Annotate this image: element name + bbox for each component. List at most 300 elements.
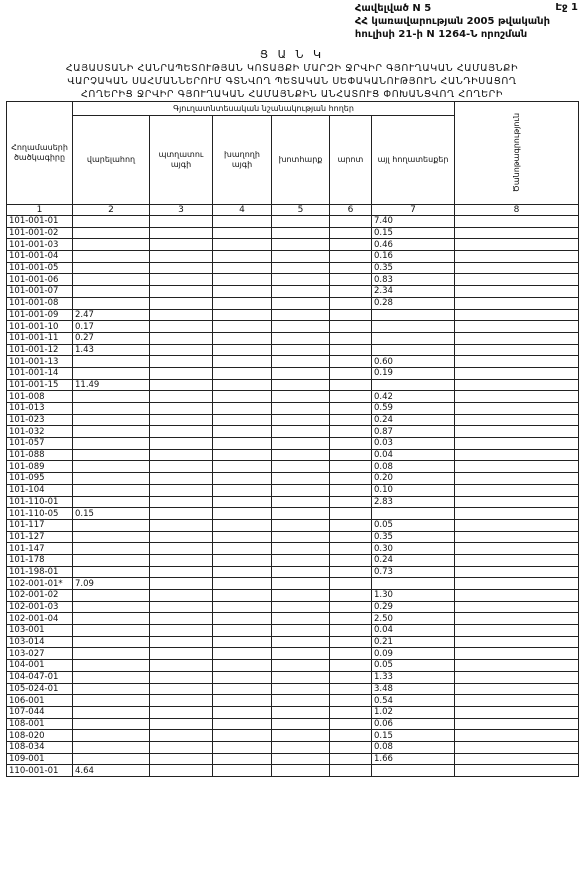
table-row [7,274,579,286]
vineyard-cell [213,484,272,496]
table-row [7,648,579,660]
arable-area-cell [73,566,150,578]
table-row [7,613,579,625]
pasture-cell [330,590,372,602]
table-row [7,379,579,391]
vineyard-cell [213,332,272,344]
parcel-code-cell: 103-014 [7,636,73,648]
orchard-cell [150,449,213,461]
column-number: 5 [272,205,330,216]
orchard-cell [150,321,213,333]
orchard-cell [150,566,213,578]
orchard-cell [150,519,213,531]
pasture-cell [330,566,372,578]
orchard-cell [150,636,213,648]
other-land-area-cell: 1.66 [372,753,455,765]
vineyard-cell [213,309,272,321]
other-land-area-cell: 0.09 [372,648,455,660]
hayfield-cell [272,519,330,531]
orchard-cell [150,660,213,672]
hayfield-cell [272,321,330,333]
parcel-code-cell: 110-001-01 [7,765,73,777]
vineyard-cell [213,730,272,742]
arable-area-cell [73,286,150,298]
vineyard-cell [213,671,272,683]
table-row [7,484,579,496]
vineyard-cell [213,543,272,555]
orchard-cell [150,543,213,555]
notes-cell [455,601,579,613]
pasture-cell [330,554,372,566]
hayfield-cell [272,239,330,251]
table-row [7,706,579,718]
parcel-code-cell: 103-001 [7,625,73,637]
arable-area-cell [73,613,150,625]
arable-area-cell: 7.09 [73,578,150,590]
table-row [7,356,579,368]
annex-number: Հավելված N 5 [354,3,432,14]
notes-cell [455,297,579,309]
vineyard-cell [213,426,272,438]
notes-cell [455,660,579,672]
notes-cell [455,484,579,496]
orchard-cell [150,356,213,368]
hayfield-cell [272,379,330,391]
hayfield-cell [272,473,330,485]
vineyard-cell [213,367,272,379]
other-land-area-cell: 1.30 [372,590,455,602]
table-body [7,216,579,777]
pasture-cell [330,461,372,473]
table-row [7,730,579,742]
hayfield-cell [272,274,330,286]
parcel-code-cell: 104-001 [7,660,73,672]
other-land-area-cell: 0.30 [372,543,455,555]
parcel-code-cell: 101-117 [7,519,73,531]
pasture-cell [330,531,372,543]
orchard-cell [150,508,213,520]
other-land-area-cell: 0.42 [372,391,455,403]
header-vineyard: խաղողի այգի [213,116,272,205]
parcel-code-cell: 101-001-09 [7,309,73,321]
hayfield-cell [272,449,330,461]
vineyard-cell [213,496,272,508]
notes-cell [455,496,579,508]
other-land-area-cell: 0.24 [372,414,455,426]
page-number: Էջ 1 [555,2,578,13]
arable-area-cell [73,227,150,239]
other-land-area-cell: 0.73 [372,566,455,578]
vineyard-cell [213,683,272,695]
pasture-cell [330,648,372,660]
arable-area-cell [73,519,150,531]
parcel-code-cell: 101-001-10 [7,321,73,333]
vineyard-cell [213,461,272,473]
pasture-cell [330,414,372,426]
table-row [7,531,579,543]
parcel-code-cell: 101-001-02 [7,227,73,239]
orchard-cell [150,554,213,566]
orchard-cell [150,309,213,321]
vineyard-cell [213,239,272,251]
pasture-cell [330,344,372,356]
arable-area-cell [73,543,150,555]
notes-cell [455,274,579,286]
annex-date-line: հուլիսի 21-ի N 1264-Ն որոշման [354,29,528,40]
arable-area-cell [73,449,150,461]
arable-area-cell: 0.17 [73,321,150,333]
parcel-code-cell: 101-001-12 [7,344,73,356]
notes-cell [455,367,579,379]
hayfield-cell [272,601,330,613]
orchard-cell [150,496,213,508]
vineyard-cell [213,262,272,274]
vineyard-cell [213,403,272,415]
orchard-cell [150,765,213,777]
arable-area-cell [73,554,150,566]
table-row [7,601,579,613]
column-number: 4 [213,205,272,216]
arable-area-cell [73,403,150,415]
orchard-cell [150,613,213,625]
hayfield-cell [272,286,330,298]
hayfield-cell [272,636,330,648]
pasture-cell [330,519,372,531]
pasture-cell [330,671,372,683]
parcel-code-cell: 101-198-01 [7,566,73,578]
orchard-cell [150,391,213,403]
table-row [7,309,579,321]
vineyard-cell [213,508,272,520]
table-row [7,625,579,637]
parcel-code-cell: 101-001-13 [7,356,73,368]
subtitle-line-3: ՀՈՂԵՐԻՑ ՋՐՎԻՐ ԳՅՈՒՂԱԿԱՆ ՀԱՄԱՅՆՔԻՆ ԱՆՀԱՏՈՒՑ ՓՈԽԱՆՑՎՈՂ ՀՈՂԵՐԻ [81,89,503,100]
hayfield-cell [272,262,330,274]
vineyard-cell [213,695,272,707]
other-land-area-cell: 0.04 [372,449,455,461]
table-row [7,414,579,426]
arable-area-cell [73,262,150,274]
table-row [7,566,579,578]
table-row [7,590,579,602]
other-land-area-cell: 3.48 [372,683,455,695]
other-land-area-cell: 2.50 [372,613,455,625]
vineyard-cell [213,356,272,368]
vineyard-cell [213,379,272,391]
hayfield-cell [272,461,330,473]
pasture-cell [330,636,372,648]
arable-area-cell: 2.47 [73,309,150,321]
arable-area-cell [73,718,150,730]
parcel-code-cell: 101-001-07 [7,286,73,298]
other-land-area-cell: 0.08 [372,741,455,753]
pasture-cell [330,391,372,403]
notes-cell [455,344,579,356]
vineyard-cell [213,718,272,730]
other-land-area-cell: 0.46 [372,239,455,251]
header-pasture: արոտ [330,116,372,205]
vineyard-cell [213,321,272,333]
other-land-area-cell: 0.08 [372,461,455,473]
vineyard-cell [213,414,272,426]
notes-cell [455,636,579,648]
hayfield-cell [272,706,330,718]
pasture-cell [330,379,372,391]
vineyard-cell [213,286,272,298]
arable-area-cell: 0.27 [73,332,150,344]
orchard-cell [150,484,213,496]
orchard-cell [150,461,213,473]
other-land-area-cell: 0.20 [372,473,455,485]
parcel-code-cell: 101-147 [7,543,73,555]
hayfield-cell [272,648,330,660]
parcel-code-cell: 101-001-06 [7,274,73,286]
pasture-cell [330,227,372,239]
other-land-area-cell: 0.04 [372,625,455,637]
arable-area-cell: 4.64 [73,765,150,777]
table-row [7,332,579,344]
other-land-area-cell: 0.60 [372,356,455,368]
hayfield-cell [272,578,330,590]
orchard-cell [150,625,213,637]
pasture-cell [330,683,372,695]
pasture-cell [330,309,372,321]
vineyard-cell [213,531,272,543]
header-orchard: պտղատու այգի [150,116,213,205]
pasture-cell [330,765,372,777]
other-land-area-cell: 0.28 [372,297,455,309]
parcel-code-cell: 104-047-01 [7,671,73,683]
notes-cell [455,554,579,566]
table-row [7,671,579,683]
arable-area-cell [73,426,150,438]
parcel-code-cell: 108-034 [7,741,73,753]
vineyard-cell [213,660,272,672]
column-number: 7 [372,205,455,216]
orchard-cell [150,227,213,239]
hayfield-cell [272,566,330,578]
notes-cell [455,449,579,461]
table-row [7,519,579,531]
column-number: 8 [455,205,579,216]
vineyard-cell [213,706,272,718]
other-land-area-cell [372,344,455,356]
hayfield-cell [272,671,330,683]
pasture-cell [330,426,372,438]
hayfield-cell [272,216,330,228]
parcel-code-cell: 101-095 [7,473,73,485]
pasture-cell [330,601,372,613]
table-row [7,344,579,356]
table-row [7,473,579,485]
vineyard-cell [213,391,272,403]
table-row [7,391,579,403]
notes-cell [455,683,579,695]
hayfield-cell [272,625,330,637]
parcel-code-cell: 102-001-03 [7,601,73,613]
other-land-area-cell: 0.06 [372,718,455,730]
hayfield-cell [272,508,330,520]
parcel-code-cell: 101-127 [7,531,73,543]
arable-area-cell: 0.15 [73,508,150,520]
table-row [7,496,579,508]
hayfield-cell [272,484,330,496]
arable-area-cell [73,473,150,485]
arable-area-cell [73,367,150,379]
pasture-cell [330,449,372,461]
parcel-code-cell: 102-001-01* [7,578,73,590]
orchard-cell [150,251,213,263]
notes-cell [455,216,579,228]
table-row [7,367,579,379]
other-land-area-cell [372,309,455,321]
vineyard-cell [213,227,272,239]
parcel-code-cell: 108-001 [7,718,73,730]
notes-cell [455,671,579,683]
parcel-code-cell: 101-023 [7,414,73,426]
arable-area-cell [73,414,150,426]
orchard-cell [150,601,213,613]
arable-area-cell [73,601,150,613]
other-land-area-cell [372,332,455,344]
table-row [7,262,579,274]
pasture-cell [330,484,372,496]
notes-cell [455,414,579,426]
notes-cell [455,741,579,753]
notes-cell [455,426,579,438]
hayfield-cell [272,554,330,566]
pasture-cell [330,730,372,742]
notes-cell [455,625,579,637]
pasture-cell [330,695,372,707]
arable-area-cell [73,660,150,672]
pasture-cell [330,403,372,415]
other-land-area-cell [372,765,455,777]
parcel-code-cell: 101-001-01 [7,216,73,228]
other-land-area-cell [372,321,455,333]
arable-area-cell [73,251,150,263]
notes-cell [455,543,579,555]
pasture-cell [330,216,372,228]
orchard-cell [150,473,213,485]
pasture-cell [330,613,372,625]
subtitle-line-1: ՀԱՅԱՍՏԱՆԻ ՀԱՆՐԱՊԵՏՈՒԹՅԱՆ ԿՈՏԱՅՔԻ ՄԱՐԶԻ ՋՐՎԻՐ ԳՅՈՒՂԱԿԱՆ ՀԱՄԱՅՆՔԻ [65,63,519,74]
orchard-cell [150,414,213,426]
hayfield-cell [272,332,330,344]
vineyard-cell [213,438,272,450]
hayfield-cell [272,543,330,555]
arable-area-cell [73,438,150,450]
other-land-area-cell: 0.16 [372,251,455,263]
hayfield-cell [272,660,330,672]
hayfield-cell [272,356,330,368]
pasture-cell [330,660,372,672]
notes-cell [455,706,579,718]
arable-area-cell [73,683,150,695]
notes-cell [455,251,579,263]
pasture-cell [330,496,372,508]
orchard-cell [150,216,213,228]
other-land-area-cell: 0.83 [372,274,455,286]
pasture-cell [330,297,372,309]
other-land-area-cell [372,578,455,590]
header-notes [455,102,579,205]
pasture-cell [330,718,372,730]
other-land-area-cell: 0.59 [372,403,455,415]
pasture-cell [330,321,372,333]
parcel-code-cell: 106-001 [7,695,73,707]
other-land-area-cell: 1.02 [372,706,455,718]
notes-cell [455,321,579,333]
vineyard-cell [213,648,272,660]
table-row [7,765,579,777]
vineyard-cell [213,625,272,637]
notes-cell [455,391,579,403]
hayfield-cell [272,426,330,438]
orchard-cell [150,262,213,274]
orchard-cell [150,332,213,344]
parcel-code-cell: 101-001-04 [7,251,73,263]
table-row [7,216,579,228]
arable-area-cell [73,356,150,368]
hayfield-cell [272,227,330,239]
parcel-code-cell: 102-001-02 [7,590,73,602]
pasture-cell [330,508,372,520]
table-row [7,438,579,450]
arable-area-cell [73,590,150,602]
arable-area-cell [73,741,150,753]
hayfield-cell [272,753,330,765]
vineyard-cell [213,216,272,228]
notes-cell [455,508,579,520]
vineyard-cell [213,297,272,309]
table-row [7,461,579,473]
notes-cell [455,309,579,321]
arable-area-cell [73,648,150,660]
vineyard-cell [213,578,272,590]
vineyard-cell [213,590,272,602]
parcel-code-cell: 103-027 [7,648,73,660]
hayfield-cell [272,344,330,356]
other-land-area-cell [372,379,455,391]
vineyard-cell [213,636,272,648]
arable-area-cell: 11.49 [73,379,150,391]
notes-cell [455,531,579,543]
pasture-cell [330,274,372,286]
notes-cell [455,473,579,485]
header-hayfield: խոտհարք [272,116,330,205]
other-land-area-cell: 7.40 [372,216,455,228]
parcel-code-cell: 101-178 [7,554,73,566]
hayfield-cell [272,297,330,309]
table-row [7,227,579,239]
other-land-area-cell: 0.05 [372,519,455,531]
orchard-cell [150,297,213,309]
orchard-cell [150,578,213,590]
other-land-area-cell: 2.83 [372,496,455,508]
header-notes-label: Ծանոթագրություն [512,112,522,193]
table-row [7,718,579,730]
parcel-code-cell: 101-001-03 [7,239,73,251]
column-number: 1 [7,205,73,216]
other-land-area-cell: 0.87 [372,426,455,438]
parcel-code-cell: 101-001-11 [7,332,73,344]
parcel-code-cell: 101-089 [7,461,73,473]
arable-area-cell [73,239,150,251]
pasture-cell [330,578,372,590]
other-land-area-cell: 0.29 [372,601,455,613]
parcel-code-cell: 105-024-01 [7,683,73,695]
